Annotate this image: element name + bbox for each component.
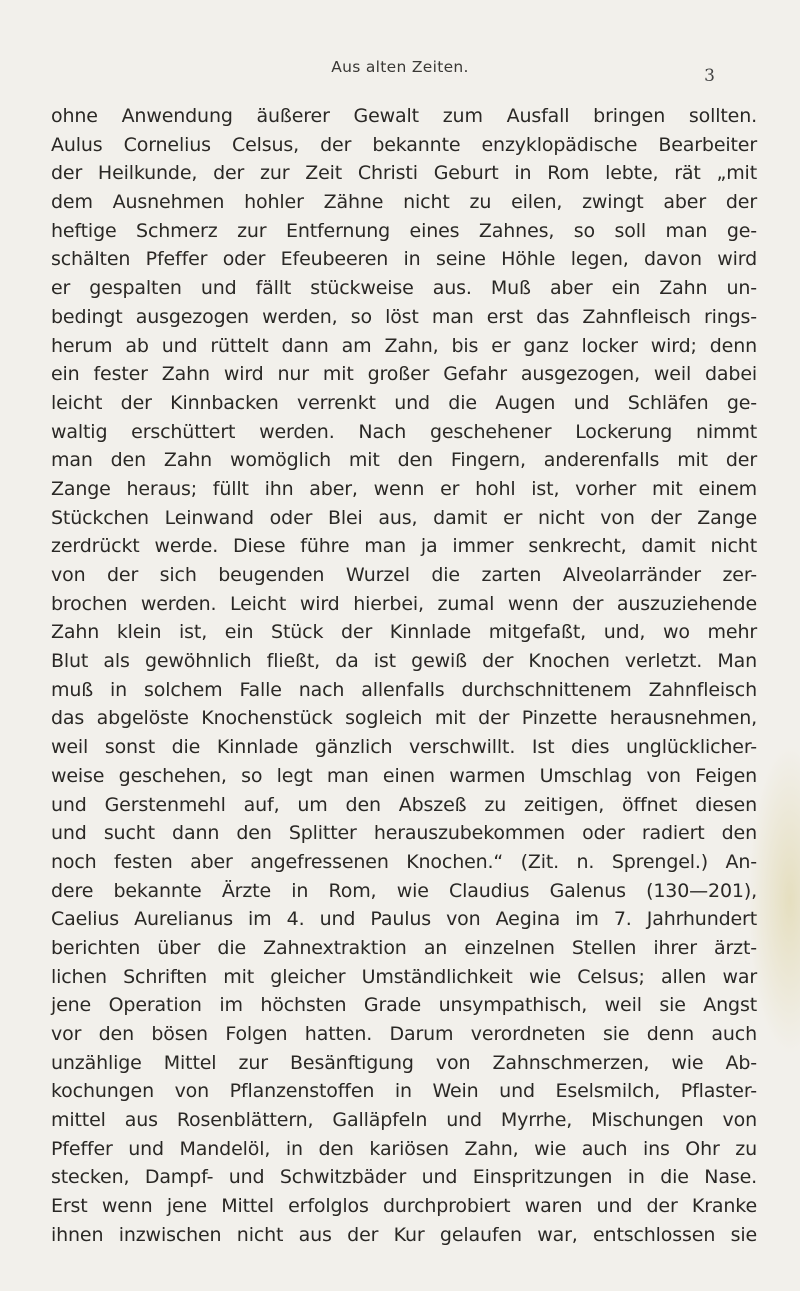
- text-line: Erst wenn jene Mittel erfolglos durchprobiert waren und der Kranke: [51, 1195, 757, 1218]
- text-line: jene Operation im höchsten Grade unsympathisch, weil sie Angst: [51, 994, 757, 1017]
- text-line: leicht der Kinnbacken verrenkt und die Augen und Schläfen ge-: [51, 391, 757, 414]
- text-line: Aulus Cornelius Celsus, der bekannte enzyklopädische Bearbeiter: [51, 133, 757, 156]
- text-line: und Gerstenmehl auf, um den Abszeß zu zeitigen, öffnet diesen: [51, 793, 757, 816]
- text-line: und sucht dann den Splitter herauszubekommen oder radiert den: [51, 822, 757, 845]
- text-line: zerdrückt werde. Diese führe man ja immer senkrecht, damit nicht: [51, 535, 757, 558]
- text-line: lichen Schriften mit gleicher Umständlichkeit wie Celsus; allen war: [51, 965, 757, 988]
- text-line: mittel aus Rosenblättern, Galläpfeln und Myrrhe, Mischungen von: [51, 1109, 757, 1132]
- text-line: noch festen aber angefressenen Knochen.“ (Zit. n. Sprengel.) An-: [51, 850, 757, 873]
- text-line: waltig erschüttert werden. Nach geschehener Lockerung nimmt: [51, 420, 757, 443]
- text-line: Stückchen Leinwand oder Blei aus, damit er nicht von der Zange: [51, 506, 757, 529]
- text-line: berichten über die Zahnextraktion an einzelnen Stellen ihrer ärzt-: [51, 936, 757, 959]
- text-line: Blut als gewöhnlich fließt, da ist gewiß der Knochen verletzt. Man: [51, 650, 757, 673]
- text-line: unzählige Mittel zur Besänftigung von Zahnschmerzen, wie Ab-: [51, 1051, 757, 1074]
- text-line: Caelius Aurelianus im 4. und Paulus von Aegina im 7. Jahrhundert: [51, 908, 757, 931]
- text-line: ohne Anwendung äußerer Gewalt zum Ausfall bringen sollten.: [51, 105, 757, 127]
- body-text: [51, 102, 757, 1250]
- text-line: ihnen inzwischen nicht aus der Kur gelaufen war, entschlossen sie: [51, 1223, 757, 1246]
- text-line: er gespalten und fällt stückweise aus. Muß aber ein Zahn un-: [51, 277, 757, 300]
- text-line: vor den bösen Folgen hatten. Darum verordneten sie denn auch: [51, 1023, 757, 1045]
- text-line: heftige Schmerz zur Entfernung eines Zahnes, so soll man ge-: [51, 219, 757, 242]
- page-header: [0, 58, 800, 86]
- text-line: Zange heraus; füllt ihn aber, wenn er hohl ist, vorher mit einem: [51, 477, 757, 500]
- text-line: von der sich beugenden Wurzel die zarten Alveolarränder zer-: [51, 564, 757, 586]
- text-line: brochen werden. Leicht wird hierbei, zumal wenn der auszuziehende: [51, 592, 757, 615]
- text-line: dem Ausnehmen hohler Zähne nicht zu eilen, zwingt aber der: [51, 191, 757, 214]
- text-line: herum ab und rüttelt dann am Zahn, bis er ganz locker wird; denn: [51, 334, 757, 357]
- text-line: dere bekannte Ärzte in Rom, wie Claudius Galenus (130—201),: [51, 879, 757, 902]
- text-line: weise geschehen, so legt man einen warmen Umschlag von Feigen: [51, 764, 757, 787]
- running-title: Aus alten Zeiten.: [331, 58, 469, 76]
- page-number: 3: [704, 66, 715, 86]
- text-line: man den Zahn womöglich mit den Fingern, anderenfalls mit der: [51, 449, 757, 472]
- text-line: weil sonst die Kinnlade gänzlich verschwillt. Ist dies unglücklicher-: [51, 736, 757, 759]
- text-line: muß in solchem Falle nach allenfalls durchschnittenem Zahnfleisch: [51, 678, 757, 701]
- text-line: Zahn klein ist, ein Stück der Kinnlade mitgefaßt, und, wo mehr: [51, 621, 757, 644]
- text-line: schälten Pfeffer oder Efeubeeren in seine Höhle legen, davon wird: [51, 248, 757, 271]
- text-line: ein fester Zahn wird nur mit großer Gefahr ausgezogen, weil dabei: [51, 363, 757, 386]
- text-line: stecken, Dampf- und Schwitzbäder und Einspritzungen in die Nase.: [51, 1166, 757, 1189]
- text-line: Pfeffer und Mandelöl, in den kariösen Zahn, wie auch ins Ohr zu: [51, 1137, 757, 1160]
- text-line: kochungen von Pflanzenstoffen in Wein und Eselsmilch, Pflaster-: [51, 1080, 757, 1103]
- text-line: der Heilkunde, der zur Zeit Christi Geburt in Rom lebte, rät „mit: [51, 162, 757, 185]
- text-line: bedingt ausgezogen werden, so löst man erst das Zahnfleisch rings-: [51, 305, 757, 328]
- text-line: das abgelöste Knochenstück sogleich mit der Pinzette herausnehmen,: [51, 707, 757, 730]
